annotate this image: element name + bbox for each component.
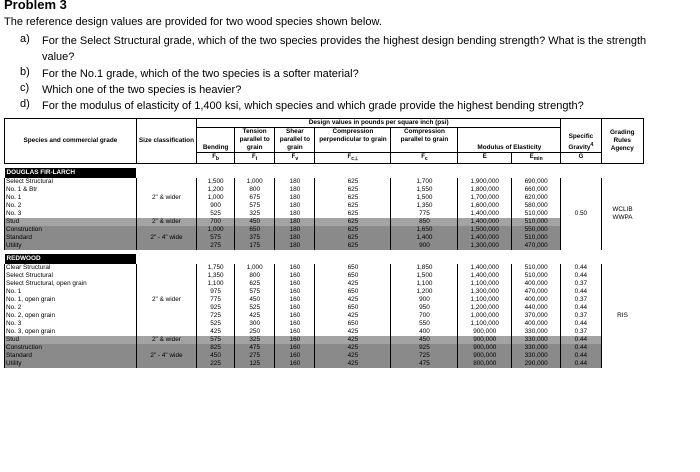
moe-cell: 1,100,000	[458, 296, 512, 304]
tension-cell: 325	[235, 336, 275, 344]
douglas-fir-section	[5, 164, 644, 251]
tension-cell: 450	[235, 218, 275, 226]
table-header	[5, 119, 644, 164]
symbol-e: E	[458, 153, 512, 164]
sg-cell: 0.44	[561, 320, 601, 328]
table-row	[5, 296, 644, 304]
moe-cell: 1,500,000	[458, 226, 512, 234]
shear-cell: 180	[275, 234, 315, 242]
grade-cell: No. 1, open grain	[5, 296, 137, 304]
comp-perp-cell: 625	[315, 242, 391, 250]
moe-cell: 1,200,000	[458, 304, 512, 312]
grade-cell: Utility	[5, 242, 137, 250]
table-row	[5, 202, 644, 210]
sg-cell: 0.37	[561, 296, 601, 304]
comp-par-cell: 1,200	[391, 288, 458, 296]
tension-cell: 275	[235, 352, 275, 360]
shear-cell: 160	[275, 344, 315, 352]
comp-perp-cell: 425	[315, 280, 391, 288]
header-comp-par: Compression parallel to grain	[391, 128, 458, 153]
size-cell	[136, 304, 196, 312]
grade-cell: No. 2, open grain	[5, 312, 137, 320]
shear-cell: 160	[275, 328, 315, 336]
comp-par-cell: 850	[391, 218, 458, 226]
symbol-fb: $F_b$	[197, 153, 235, 164]
table-row	[5, 360, 644, 368]
size-cell	[136, 226, 196, 234]
size-cell: 2" - 4" wide	[136, 234, 196, 242]
symbol-emin: $E_{min}$	[512, 153, 561, 164]
size-cell: 2" - 4" wide	[136, 352, 196, 360]
emin-cell: 400,000	[512, 296, 561, 304]
size-cell	[136, 280, 196, 288]
moe-cell: 900,000	[458, 328, 512, 336]
sg-cell: 0.44	[561, 304, 601, 312]
tension-cell: 325	[235, 210, 275, 218]
moe-cell: 1,400,000	[458, 234, 512, 242]
moe-cell: 1,300,000	[458, 242, 512, 250]
comp-par-cell: 725	[391, 352, 458, 360]
comp-par-cell: 775	[391, 210, 458, 218]
size-cell	[136, 186, 196, 194]
grade-cell: Select Structural	[5, 178, 137, 186]
bending-cell: 1,000	[197, 194, 235, 202]
size-cell	[136, 202, 196, 210]
tension-cell: 450	[235, 296, 275, 304]
header-bending: Bending	[197, 128, 235, 153]
comp-perp-cell: 425	[315, 336, 391, 344]
table-row	[5, 272, 644, 280]
comp-par-cell: 900	[391, 242, 458, 250]
emin-cell: 470,000	[512, 288, 561, 296]
moe-cell: 1,900,000	[458, 178, 512, 186]
shear-cell: 160	[275, 312, 315, 320]
shear-cell: 160	[275, 352, 315, 360]
question-label: d)	[20, 98, 30, 110]
grade-cell: No. 1	[5, 288, 137, 296]
size-cell: 2" & wider	[136, 194, 196, 202]
moe-cell: 900,000	[458, 344, 512, 352]
tension-cell: 650	[235, 226, 275, 234]
moe-cell: 800,000	[458, 360, 512, 368]
sg-cell: 0.44	[561, 336, 601, 344]
tension-cell: 375	[235, 234, 275, 242]
moe-cell: 1,300,000	[458, 288, 512, 296]
emin-cell: 580,000	[512, 202, 561, 210]
bending-cell: 525	[197, 210, 235, 218]
comp-perp-cell: 625	[315, 218, 391, 226]
tension-cell: 575	[235, 288, 275, 296]
grade-cell: Select Structural	[5, 272, 137, 280]
comp-perp-cell: 625	[315, 226, 391, 234]
question-text: For the Select Structural grade, which of the two species provides the highest design bending strength? What is the strength value?	[42, 35, 647, 63]
shear-cell: 180	[275, 210, 315, 218]
emin-cell: 290,000	[512, 360, 561, 368]
emin-cell: 330,000	[512, 336, 561, 344]
emin-cell: 440,000	[512, 304, 561, 312]
emin-cell: 510,000	[512, 264, 561, 272]
sg-cell: 0.44	[561, 360, 601, 368]
bending-cell: 450	[197, 352, 235, 360]
design-values-table	[4, 118, 644, 368]
bending-cell: 425	[197, 328, 235, 336]
tension-cell: 1,000	[235, 178, 275, 186]
header-design-values: Design values in pounds per square inch (psi)	[197, 119, 561, 128]
table-row	[5, 320, 644, 328]
bending-cell: 975	[197, 288, 235, 296]
shear-cell: 160	[275, 288, 315, 296]
bending-cell: 1,100	[197, 280, 235, 288]
moe-cell: 1,100,000	[458, 320, 512, 328]
bending-cell: 700	[197, 218, 235, 226]
grade-cell: No. 1 & Btr	[5, 186, 137, 194]
comp-perp-cell: 425	[315, 344, 391, 352]
sg-cell: 0.50	[561, 178, 601, 250]
emin-cell: 510,000	[512, 218, 561, 226]
table-row	[5, 352, 644, 360]
size-cell	[136, 328, 196, 336]
comp-par-cell: 925	[391, 344, 458, 352]
sg-cell: 0.44	[561, 264, 601, 272]
species-heading: REDWOOD	[5, 254, 137, 264]
comp-perp-cell: 425	[315, 296, 391, 304]
shear-cell: 180	[275, 226, 315, 234]
tension-cell: 800	[235, 272, 275, 280]
comp-par-cell: 400	[391, 328, 458, 336]
tension-cell: 525	[235, 304, 275, 312]
header-size: Size classification	[136, 119, 196, 164]
grade-cell: Stud	[5, 336, 137, 344]
table-row	[5, 242, 644, 250]
comp-par-cell: 1,650	[391, 226, 458, 234]
shear-cell: 180	[275, 202, 315, 210]
grade-cell: No. 2	[5, 202, 137, 210]
moe-cell: 1,600,000	[458, 202, 512, 210]
header-agency: Grading Rules Agency	[601, 119, 644, 164]
grade-cell: No. 1	[5, 194, 137, 202]
comp-par-cell: 550	[391, 320, 458, 328]
bending-cell: 1,200	[197, 186, 235, 194]
moe-cell: 1,100,000	[458, 280, 512, 288]
header-comp-perp: Compression perpendicular to grain	[315, 128, 391, 153]
comp-perp-cell: 625	[315, 234, 391, 242]
emin-cell: 330,000	[512, 352, 561, 360]
shear-cell: 180	[275, 194, 315, 202]
size-cell	[136, 264, 196, 272]
comp-perp-cell: 625	[315, 178, 391, 186]
shear-cell: 160	[275, 280, 315, 288]
bending-cell: 225	[197, 360, 235, 368]
bending-cell: 575	[197, 234, 235, 242]
size-cell	[136, 272, 196, 280]
shear-cell: 180	[275, 186, 315, 194]
comp-par-cell: 1,400	[391, 234, 458, 242]
tension-cell: 300	[235, 320, 275, 328]
symbol-fc: $F_c$	[391, 153, 458, 164]
question-text: For the No.1 grade, which of the two species is a softer material?	[42, 68, 359, 80]
emin-cell: 510,000	[512, 272, 561, 280]
bending-cell: 925	[197, 304, 235, 312]
table-row	[5, 336, 644, 344]
moe-cell: 1,400,000	[458, 272, 512, 280]
shear-cell: 180	[275, 242, 315, 250]
shear-cell: 180	[275, 178, 315, 186]
emin-cell: 660,000	[512, 186, 561, 194]
tension-cell: 625	[235, 280, 275, 288]
grade-cell: No. 3, open grain	[5, 328, 137, 336]
grade-cell: Stud	[5, 218, 137, 226]
bending-cell: 900	[197, 202, 235, 210]
comp-par-cell: 475	[391, 360, 458, 368]
grade-cell: No. 2	[5, 304, 137, 312]
table-row	[5, 186, 644, 194]
comp-perp-cell: 425	[315, 328, 391, 336]
sg-cell: 0.37	[561, 328, 601, 336]
table-row	[5, 218, 644, 226]
comp-perp-cell: 650	[315, 288, 391, 296]
grade-cell: Select Structural, open grain	[5, 280, 137, 288]
size-cell: 2" & wider	[136, 296, 196, 304]
table-row	[5, 312, 644, 320]
size-cell	[136, 360, 196, 368]
header-shear: Shear parallel to grain	[275, 128, 315, 153]
sg-cell: 0.44	[561, 272, 601, 280]
comp-perp-cell: 425	[315, 312, 391, 320]
shear-cell: 160	[275, 272, 315, 280]
moe-cell: 1,400,000	[458, 210, 512, 218]
tension-cell: 575	[235, 202, 275, 210]
question-text: Which one of the two species is heavier?	[42, 84, 242, 96]
emin-cell: 470,000	[512, 242, 561, 250]
symbol-fv: $F_v$	[275, 153, 315, 164]
bending-cell: 275	[197, 242, 235, 250]
problem-title: Problem 3	[4, 0, 67, 12]
species-heading: DOUGLAS FIR-LARCH	[5, 168, 137, 178]
comp-par-cell: 450	[391, 336, 458, 344]
table-row	[5, 178, 644, 186]
grade-cell: No. 3	[5, 320, 137, 328]
header-specific-gravity: Specific Gravity$^4$	[561, 119, 601, 153]
shear-cell: 180	[275, 218, 315, 226]
symbol-fc-perp: $F_{c\perp}$	[315, 153, 391, 164]
comp-par-cell: 1,100	[391, 280, 458, 288]
comp-par-cell: 1,350	[391, 202, 458, 210]
bending-cell: 725	[197, 312, 235, 320]
size-cell	[136, 344, 196, 352]
grade-cell: Construction	[5, 226, 137, 234]
table-row	[5, 304, 644, 312]
grade-cell: Standard	[5, 352, 137, 360]
moe-cell: 1,700,000	[458, 194, 512, 202]
size-cell	[136, 320, 196, 328]
size-cell	[136, 288, 196, 296]
size-cell: 2" & wider	[136, 218, 196, 226]
shear-cell: 160	[275, 320, 315, 328]
size-cell	[136, 312, 196, 320]
agency-cell: WCLIB WWPA	[601, 178, 644, 250]
comp-perp-cell: 625	[315, 202, 391, 210]
comp-par-cell: 900	[391, 296, 458, 304]
grade-cell: Clear Structural	[5, 264, 137, 272]
agency-cell: RIS	[601, 264, 644, 368]
comp-par-cell: 1,500	[391, 272, 458, 280]
comp-perp-cell: 650	[315, 272, 391, 280]
size-cell	[136, 210, 196, 218]
comp-par-cell: 1,700	[391, 178, 458, 186]
shear-cell: 160	[275, 264, 315, 272]
comp-perp-cell: 625	[315, 210, 391, 218]
question-label: b)	[20, 66, 30, 78]
bending-cell: 775	[197, 296, 235, 304]
grade-cell: Standard	[5, 234, 137, 242]
shear-cell: 160	[275, 304, 315, 312]
bending-cell: 1,350	[197, 272, 235, 280]
bending-cell: 825	[197, 344, 235, 352]
question-label: a)	[20, 33, 30, 45]
shear-cell: 160	[275, 296, 315, 304]
table-row	[5, 288, 644, 296]
moe-cell: 1,400,000	[458, 218, 512, 226]
table-row	[5, 210, 644, 218]
sg-cell: 0.37	[561, 312, 601, 320]
moe-cell: 1,800,000	[458, 186, 512, 194]
table-row	[5, 280, 644, 288]
comp-perp-cell: 625	[315, 186, 391, 194]
shear-cell: 160	[275, 360, 315, 368]
sg-cell: 0.44	[561, 288, 601, 296]
size-cell: 2" & wider	[136, 336, 196, 344]
emin-cell: 400,000	[512, 280, 561, 288]
emin-cell: 510,000	[512, 234, 561, 242]
bending-cell: 1,750	[197, 264, 235, 272]
question-text: For the modulus of elasticity of 1,400 ksi, which species and which grade provide the highest bending strength?	[42, 100, 584, 112]
table-row	[5, 344, 644, 352]
bending-cell: 525	[197, 320, 235, 328]
table-row	[5, 226, 644, 234]
symbol-g: G	[561, 153, 601, 164]
comp-perp-cell: 425	[315, 352, 391, 360]
moe-cell: 1,000,000	[458, 312, 512, 320]
size-cell	[136, 242, 196, 250]
tension-cell: 800	[235, 186, 275, 194]
comp-perp-cell: 625	[315, 194, 391, 202]
sg-cell: 0.37	[561, 280, 601, 288]
moe-cell: 900,000	[458, 352, 512, 360]
grade-cell: Utility	[5, 360, 137, 368]
header-tension: Tension parallel to grain	[235, 128, 275, 153]
header-moe: Modulus of Elasticity	[458, 128, 561, 153]
emin-cell: 330,000	[512, 328, 561, 336]
comp-perp-cell: 650	[315, 320, 391, 328]
moe-cell: 900,000	[458, 336, 512, 344]
tension-cell: 125	[235, 360, 275, 368]
grade-cell: Construction	[5, 344, 137, 352]
emin-cell: 370,000	[512, 312, 561, 320]
sg-cell: 0.44	[561, 344, 601, 352]
bending-cell: 575	[197, 336, 235, 344]
header-species: Species and commercial grade	[5, 119, 137, 164]
question-label: c)	[20, 82, 30, 94]
comp-par-cell: 1,550	[391, 186, 458, 194]
bending-cell: 1,500	[197, 178, 235, 186]
table-row	[5, 328, 644, 336]
tension-cell: 250	[235, 328, 275, 336]
shear-cell: 160	[275, 336, 315, 344]
comp-perp-cell: 425	[315, 360, 391, 368]
emin-cell: 690,000	[512, 178, 561, 186]
symbol-ft: $F_t$	[235, 153, 275, 164]
moe-cell: 1,400,000	[458, 264, 512, 272]
tension-cell: 475	[235, 344, 275, 352]
redwood-section	[5, 250, 644, 368]
emin-cell: 510,000	[512, 210, 561, 218]
table-row	[5, 264, 644, 272]
tension-cell: 1,000	[235, 264, 275, 272]
grade-cell: No. 3	[5, 210, 137, 218]
emin-cell: 330,000	[512, 344, 561, 352]
comp-perp-cell: 650	[315, 304, 391, 312]
sg-cell: 0.44	[561, 352, 601, 360]
emin-cell: 620,000	[512, 194, 561, 202]
comp-par-cell: 950	[391, 304, 458, 312]
table-row	[5, 194, 644, 202]
tension-cell: 675	[235, 194, 275, 202]
emin-cell: 400,000	[512, 320, 561, 328]
table-row	[5, 234, 644, 242]
comp-par-cell: 1,850	[391, 264, 458, 272]
comp-par-cell: 700	[391, 312, 458, 320]
comp-par-cell: 1,500	[391, 194, 458, 202]
tension-cell: 425	[235, 312, 275, 320]
size-cell	[136, 178, 196, 186]
intro-text: The reference design values are provided for two wood species shown below.	[4, 16, 382, 28]
comp-perp-cell: 650	[315, 264, 391, 272]
bending-cell: 1,000	[197, 226, 235, 234]
emin-cell: 550,000	[512, 226, 561, 234]
tension-cell: 175	[235, 242, 275, 250]
